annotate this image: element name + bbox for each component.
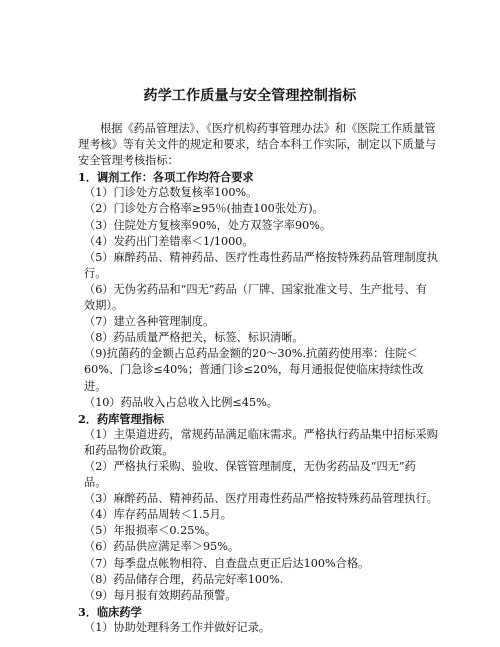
document-title: 药学工作质量与安全管理控制指标 — [143, 88, 357, 104]
intro-paragraph: 根据《药品管理法》、《医疗机构药事管理办法》和《医院工作质量管理考核》等有关文件的规定和要求，结合本科工作实际，制定以下质量与安全管理考核指标： — [78, 122, 437, 168]
warehouse-item: （8）药品储存合理，药品完好率100%. — [84, 572, 284, 586]
warehouse-item: （2）严格执行采购、验收、保管管理制度，无伪劣药品及“四无”药品。 — [84, 459, 416, 490]
dispensing-item: （8）药品质量严格把关，标签、标识清晰。 — [84, 331, 304, 345]
dispensing-item: （4）发药出门差错率＜1/1000。 — [84, 234, 254, 248]
dispensing-item: （7）建立各种管理制度。 — [84, 315, 215, 329]
warehouse-item: （6）药品供应满足率＞95%。 — [84, 540, 240, 554]
warehouse-item: （7）每季盘点帐物相符、自查盘点更正后达100%合格。 — [84, 556, 370, 570]
warehouse-item: （4）库存药品周转＜1.5月。 — [84, 508, 232, 522]
section-heading-dispensing: 1．调剂工作：各项工作均符合要求 — [78, 170, 254, 185]
section-heading-warehouse: 2．药库管理指标 — [78, 411, 165, 426]
dispensing-item: （6）无伪劣药品和“四无”药品（厂牌、国家批准文号、生产批号、有效期）。 — [84, 282, 427, 313]
document-body — [78, 121, 438, 636]
warehouse-item: （5）年报损率＜0.25%。 — [84, 524, 217, 538]
warehouse-item: （9）每月报有效期药品预警。 — [84, 588, 237, 602]
dispensing-item: （10）药品收入占总收入比例≤45%。 — [84, 395, 278, 409]
warehouse-item: （1）主渠道进药，常规药品满足临床需求。严格执行药品集中招标采购和药品物价政策。 — [84, 427, 438, 457]
dispensing-item: （1）门诊处方总数复核率100%。 — [84, 186, 258, 200]
dispensing-item: （5）麻醉药品、精神药品、医疗性毒性药品严格按特殊药品管理制度执行。 — [84, 250, 438, 280]
section-heading-clinical-pharmacy: 3．临床药学 — [78, 604, 142, 619]
dispensing-item: （9)抗菌药的金额占总药品金额的20～30%.抗菌药使用率：住院＜60%、门急诊≤40%；普通门诊≤20%，每月通报促使临床持续性改进。 — [84, 347, 424, 393]
dispensing-item: （2）门诊处方合格率≥95％(抽查100张处方)。 — [84, 202, 324, 216]
warehouse-item: （3）麻醉药品、精神药品、医疗用毒性药品严格按特殊药品管理执行。 — [84, 492, 438, 506]
clinical-pharmacy-item: （1）协助处理科务工作并做好记录。 — [84, 620, 271, 634]
dispensing-item: （3）住院处方复核率90%，处方双签字率90%。 — [84, 218, 332, 232]
